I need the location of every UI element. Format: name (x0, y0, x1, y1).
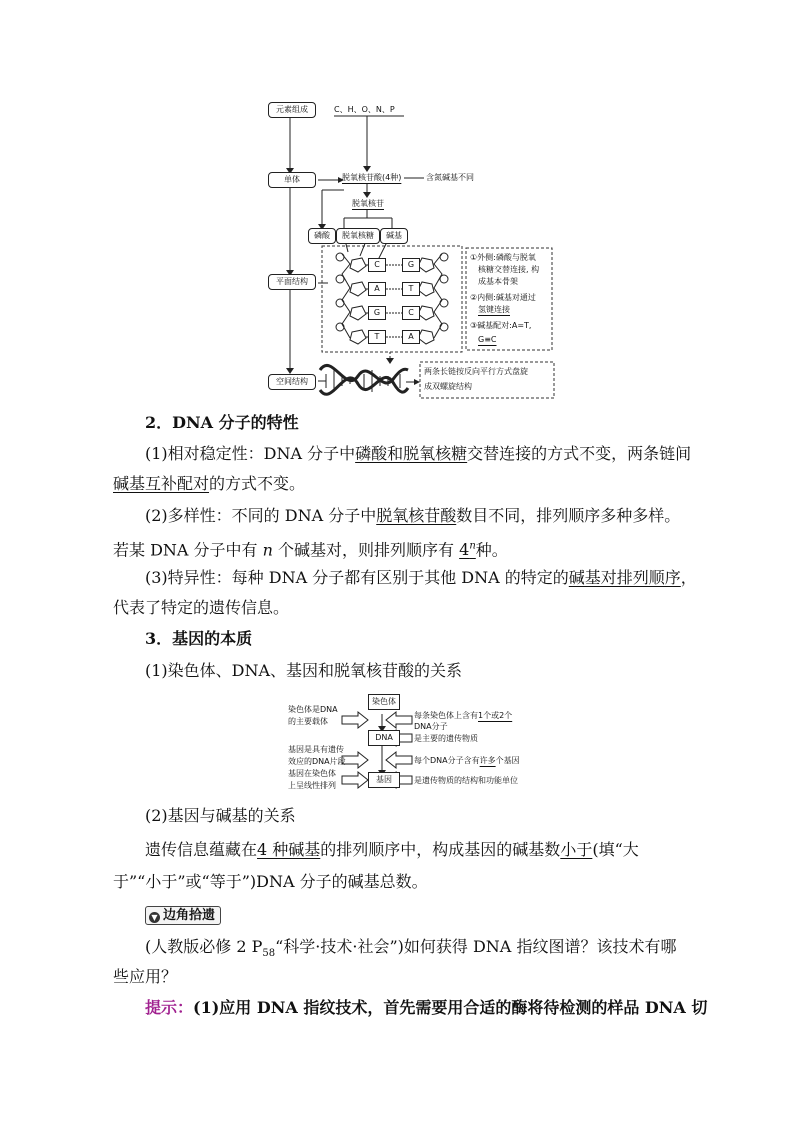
right-note-1 (414, 710, 512, 721)
note-line-5: 氢键连接 (478, 305, 510, 314)
section3-p-line2: 于”“小于”或“等于”)DNA 分子的碱基总数。 (113, 872, 428, 891)
text-span: 遗传信息蕴藏在 (145, 840, 258, 859)
extra-hint-line (113, 998, 715, 1018)
left-note-3b: 上呈线性排列 (288, 781, 336, 790)
left-note-1a: 染色体是DNA (288, 705, 338, 714)
blank-answer: 磷酸和脱氧核糖 (355, 444, 468, 463)
text-span: 的方式不变。 (209, 474, 306, 493)
variable-n: n (262, 540, 273, 560)
note-line-6: ③碱基配对:A=T, (470, 321, 532, 330)
text-span: 的排列顺序中，构成基因的碱基数 (320, 840, 561, 859)
base-left-4: T (368, 330, 386, 344)
text-span: (2)多样性：不同的 DNA 分子中 (145, 506, 377, 525)
blank-answer: 碱基对排列顺序 (568, 568, 681, 587)
section2-p3-line1 (113, 568, 715, 588)
note-line-7: G≡C (478, 335, 497, 344)
blank-answer (459, 540, 476, 559)
text-span: (人教版必修 2 P (145, 937, 263, 956)
left-box-elements: 元素组成 (268, 102, 316, 118)
section3-p-line1 (113, 840, 715, 860)
dna-structure-diagram (262, 94, 558, 404)
text-span: 个基因 (495, 756, 520, 765)
element-list: C、H、O、N、P (334, 105, 395, 114)
note-line-4: ②内侧:碱基对通过 (470, 293, 536, 302)
base-left-2: A (368, 282, 386, 296)
base-right-2: T (402, 282, 420, 296)
hint-label: 提示： (145, 998, 194, 1017)
exponent-n: n (469, 541, 476, 552)
blank-answer: 4 种碱基 (257, 840, 321, 859)
text-span: 个碱基对，则排列顺序有 (272, 540, 460, 560)
base-right-3: C (402, 306, 420, 320)
box-gene: 基因 (368, 772, 400, 788)
note-line-3: 成基本骨架 (478, 277, 518, 286)
section3-sub2: (2)基因与碱基的关系 (145, 806, 296, 825)
part-deoxyribose: 脱氧核糖 (336, 228, 380, 244)
right-note-1b: DNA分子 (414, 722, 448, 731)
section2-heading: 2．DNA 分子的特性 (145, 413, 299, 432)
badge-box (145, 906, 221, 925)
blank-answer: 许多 (479, 756, 496, 765)
dna-structure-svg (262, 94, 558, 404)
text-span: ， (680, 568, 697, 587)
base-left-3: G (368, 306, 386, 320)
text-span: 4 (459, 540, 470, 560)
section2-p2-line1 (113, 506, 715, 526)
text-span: “科学·技术·社会”)如何获得 DNA 指纹图谱？该技术有哪 (275, 937, 677, 956)
blank-answer: 脱氧核苷酸 (376, 506, 457, 525)
note-line-1: ①外侧:磷酸与脱氧 (470, 253, 536, 262)
text-span: 每条染色体上含有 (414, 711, 478, 720)
base-left-1: C (368, 258, 386, 272)
right-note-3 (414, 755, 520, 766)
left-note-1b: 的主要载体 (288, 717, 328, 726)
left-note-2b: 效应的DNA片段 (288, 757, 346, 766)
nucleoside-label: 脱氧核苷 (352, 199, 384, 208)
section3-sub1: (1)染色体、DNA、基因和脱氧核苷酸的关系 (145, 661, 463, 680)
text-span: 若某 DNA 分子中有 (113, 540, 263, 560)
text-span: 种。 (475, 540, 508, 560)
box-chromosome: 染色体 (368, 694, 400, 710)
helix-note-1: 两条长链按反向平行方式盘旋 (424, 367, 528, 376)
double-helix-icon (320, 365, 408, 394)
side-note-badge (145, 904, 221, 925)
text-span: (1)相对稳定性：DNA 分子中 (145, 444, 356, 463)
section2-p1-line1 (113, 444, 715, 464)
badge-label: 边角拾遗 (163, 908, 216, 923)
left-box-plane-structure: 平面结构 (268, 274, 316, 290)
hint-text: (1)应用 DNA 指纹技术，首先需要用合适的酶将待检测的样品 DNA 切 (193, 998, 708, 1017)
blank-answer: 小于 (560, 840, 593, 859)
section2-p1-line2 (113, 474, 683, 494)
page-subscript: 58 (262, 948, 276, 960)
monomer-note: 含氮碱基不同 (426, 173, 474, 182)
note-line-2: 核糖交替连接, 构 (478, 265, 540, 274)
left-note-3a: 基因在染色体 (288, 769, 336, 778)
section2-p2-line2 (113, 537, 683, 560)
base-right-4: A (402, 330, 420, 344)
right-note-4: 是遗传物质的结构和功能单位 (414, 776, 518, 785)
left-box-monomer: 单体 (268, 172, 316, 188)
left-note-2a: 基因是具有遗传 (288, 745, 344, 754)
text-span: (3)特异性：每种 DNA 分子都有区别于其他 DNA 的特定的 (145, 568, 569, 587)
left-box-spatial-structure: 空间结构 (268, 374, 316, 390)
chromosome-gene-diagram (284, 690, 564, 795)
helix-note-2: 成双螺旋结构 (424, 382, 472, 391)
text-span: 交替连接的方式不变，两条链间 (467, 444, 692, 463)
text-span: 每个DNA分子含有 (414, 756, 480, 765)
right-note-2: 是主要的遗传物质 (414, 734, 478, 743)
text-span: (填“大 (592, 840, 639, 859)
blank-answer: 1个或2个 (478, 711, 513, 720)
section2-p3-line2: 代表了特定的遗传信息。 (113, 598, 290, 617)
extra-question-line1 (113, 937, 715, 964)
base-right-1: G (402, 258, 420, 272)
part-phosphate: 磷酸 (308, 228, 336, 244)
section3-heading: 3．基因的本质 (145, 629, 253, 648)
chevron-circle-icon: ▼ (149, 912, 160, 923)
text-span: 数目不同，排列顺序多种多样。 (456, 506, 681, 525)
monomer-label: 脱氧核苷酸(4种) (342, 173, 402, 182)
blank-answer: 碱基互补配对 (113, 474, 210, 493)
box-dna: DNA (368, 730, 400, 746)
extra-question-line2: 些应用？ (113, 967, 178, 986)
part-base: 碱基 (380, 228, 408, 244)
